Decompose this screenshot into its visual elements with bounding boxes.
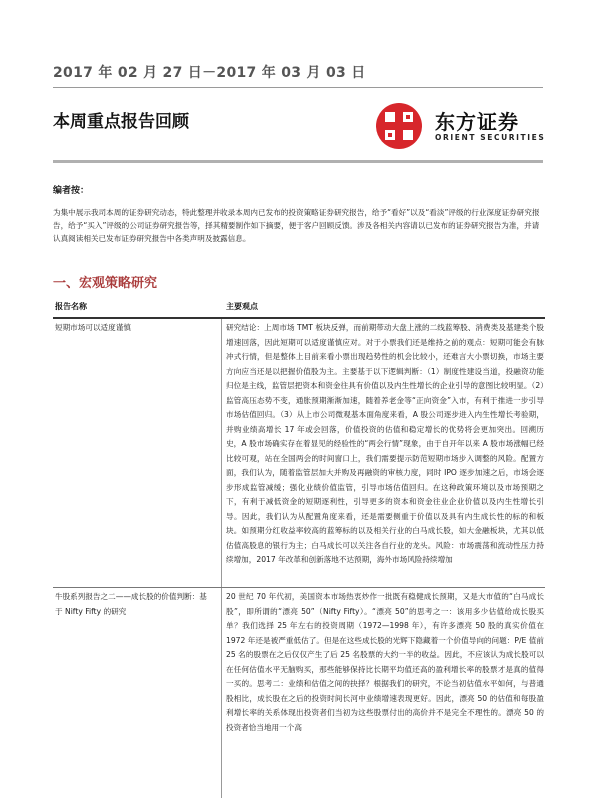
column-header-report-name: 报告名称	[55, 302, 87, 311]
column-header-main-view: 主要观点	[226, 302, 258, 311]
logo-chinese-name: 东方证券	[435, 110, 519, 134]
editor-note-label: 编者按：	[53, 186, 90, 196]
table-row	[53, 588, 545, 798]
header-bottom-rule	[53, 160, 543, 163]
table-header	[53, 301, 545, 319]
orient-logo-icon	[373, 100, 429, 152]
table-row	[53, 319, 545, 588]
column-divider	[221, 588, 222, 798]
report-name: 牛股系列报告之二——成长股的价值判断：基于 Nifty Fifty 的研究	[55, 592, 207, 616]
report-main-view: 研究结论：上周市场 TMT 板块反弹，而前期带动大盘上涨的二线蓝筹股、消费类及基建类个股增速回落，因此短期可以适度谨慎应对。对于小票我们还是维持之前的观点：短期可能会有脉冲式行情，但是整体上目前来看小票出现趋势性的机会比较小，还难言大小票切换，市场主要方向应当还是以把握价值股为主。主要基于以下逻辑判断：（1）制度性建设当道，投融资功能归位是主线，监管层把资本和资金往具有价值以及内生性增长的企业引导的意图比较明显。（2）监管高压态势不变，通胀预期渐渐加速，随着养老金等“正向资金”入市，有利于推进一步引导市场估值回归。（3）从上市公司微观基本面角度来看，A 股公司逐步进入内生性增长考验期，并购业绩高增长 17 年或会回落，价值投资的估值和稳定增长的优势将会更加突出。回溯历史，A 股市场确实存在着显见的经验性的“两会行情”现象，由于自开年以来 A 股市场涨幅已经比较可观，站在全国两会的时间窗口上，我们需要提示防范短期市场步入调整的风险。配置方面，我们认为，随着监管层加大并购及再融资的审核力度，同时 IPO 逐步加速之后，市场会逐步形成监管减缓；强化业绩价值监管，引导市场估值回归。在这种政策环境以及市场预期之下，有利于减低资金的短期逐利性，引导更多的资本和资金往业企业价值以及内生性增长引导。因此，我们认为从配置角度来看，还是需要侧重于价值以及具有内生成长性的标的和板块。如预期分红收益率较高的蓝筹标的以及相关行业的白马成长股，如大金融板块，尤其以低估值高股息的银行为主；白马成长可以关注各自行业的龙头。风险：市场震荡和流动性压力持续增加，2017 年改革和创新落地不达预期，海外市场风险持续增加	[226, 323, 544, 564]
report-name: 短期市场可以适度谨慎	[55, 323, 131, 332]
report-main-view: 20 世纪 70 年代初，美国资本市场热衷炒作一批既有稳健成长预期，又是大市值的“白马成长股”，即所谓的“漂亮 50”（Nifty Fifty）。“漂亮 50”的思考之一：该用多少估值给成长股买单？我们选择 25 年左右的投资周期（1972—1998 年），有许多漂亮 50 股的真实价值在 1972 年还是被严重低估了。但是在这些成长股的光辉下隐藏着一个价值导向的问题：P/E 值前 25 名的股票在之后仅仅产生了后 25 名股票的大约一半的收益。因此，不应该认为成长股可以在任何估值水平无脑购买，那些能够保持比长期平均值还高的盈利增长率的股票才是真的值得一买的。思考二：业绩和估值之间的抉择？根据我们的研究，不论当初估值水平如何，与普通股相比，成长股在之后的投资时间长河中业绩增速表现更好。因此，漂亮 50 的估值和每股盈利增长率的关系体现出投资者们当初为这些股票付出的高价并不是完全不理性的。漂亮 50 的投资者恰当地用一个高	[226, 592, 544, 732]
column-divider	[221, 319, 222, 587]
company-logo	[373, 100, 545, 152]
date-range: 2017 年 02 月 27 日－2017 年 03 月 03 日	[53, 65, 366, 81]
report-title: 本周重点报告回顾	[53, 112, 189, 132]
editor-note-text: 为集中展示我司本周的证券研究动态，特此整理并收录本周内已发布的投资策略证券研究报告，给予“看好”以及“看淡”评级的行业深度证券研究报告，给予“买入”评级的公司证券研究报告等，择其精要制作如下摘要，便于客户回顾反馈。涉及各相关内容请以已发布的证券研究报告为准，并请认真阅读相关已发布证券研究报告中各类声明及披露信息。	[53, 208, 540, 244]
section-heading: 一、宏观策略研究	[53, 276, 158, 291]
header-rule	[53, 87, 543, 88]
logo-english-name: ORIENT SECURITIES	[435, 133, 546, 142]
